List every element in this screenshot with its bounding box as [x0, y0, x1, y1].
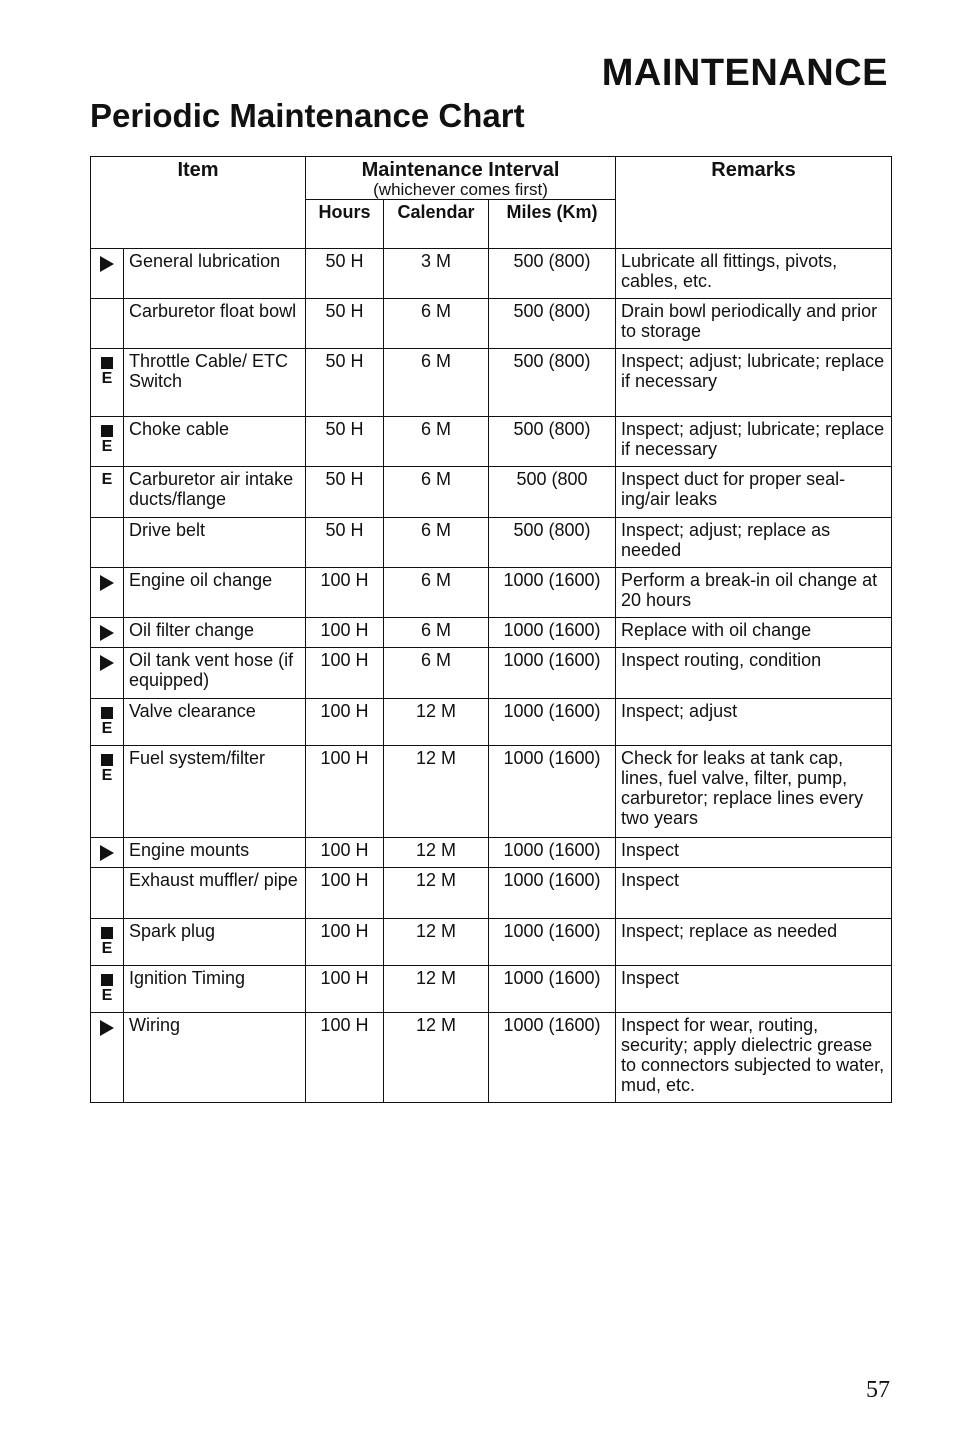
row-item: Carburetor air intake ducts/flange — [124, 467, 306, 518]
row-item: Fuel system/filter — [124, 746, 306, 838]
row-calendar: 3 M — [384, 249, 489, 299]
row-calendar: 6 M — [384, 618, 489, 648]
square-icon — [101, 927, 113, 939]
row-miles: 1000 (1600) — [489, 838, 616, 868]
header-miles: Miles (Km) — [489, 200, 616, 249]
row-remarks: Inspect duct for proper seal-ing/air leaks — [616, 467, 892, 518]
row-marker-cell — [91, 249, 124, 299]
row-marker-cell — [91, 518, 124, 568]
row-miles: 1000 (1600) — [489, 746, 616, 838]
square-icon — [101, 974, 113, 986]
row-hours: 100 H — [306, 648, 384, 699]
row-remarks: Inspect; adjust; lubricate; replace if necessary — [616, 417, 892, 467]
table-row — [91, 299, 892, 349]
row-miles: 500 (800) — [489, 349, 616, 417]
header-calendar: Calendar — [384, 200, 489, 249]
row-calendar: 6 M — [384, 349, 489, 417]
row-remarks: Inspect for wear, routing, security; apply dielectric grease to connectors subjected to water, mud, etc. — [616, 1013, 892, 1103]
row-item: Ignition Timing — [124, 966, 306, 1013]
emissions-marker: E — [101, 720, 113, 737]
emissions-marker: E — [101, 767, 113, 784]
triangle-icon — [100, 655, 114, 671]
row-miles: 1000 (1600) — [489, 1013, 616, 1103]
row-remarks: Perform a break-in oil change at 20 hours — [616, 568, 892, 618]
table-row — [91, 568, 892, 618]
emissions-marker: E — [101, 438, 113, 455]
row-remarks: Inspect; replace as needed — [616, 919, 892, 966]
row-remarks: Lubricate all fittings, pivots, cables, etc. — [616, 249, 892, 299]
row-calendar: 6 M — [384, 299, 489, 349]
emissions-marker: E — [101, 987, 113, 1004]
row-miles: 1000 (1600) — [489, 919, 616, 966]
square-icon — [101, 754, 113, 766]
row-marker-cell — [91, 299, 124, 349]
table-body — [91, 249, 892, 1103]
row-miles: 1000 (1600) — [489, 699, 616, 746]
row-hours: 100 H — [306, 568, 384, 618]
header-maintenance-interval: Maintenance Interval (whichever comes first) — [306, 157, 616, 200]
row-remarks: Inspect — [616, 838, 892, 868]
row-hours: 100 H — [306, 919, 384, 966]
row-remarks: Inspect; adjust; lubricate; replace if necessary — [616, 349, 892, 417]
row-marker-cell — [91, 417, 124, 467]
emissions-marker: E — [101, 471, 113, 488]
row-item: Oil filter change — [124, 618, 306, 648]
row-item: Valve clearance — [124, 699, 306, 746]
row-remarks: Check for leaks at tank cap, lines, fuel valve, filter, pump, carburetor; replace lines every two years — [616, 746, 892, 838]
row-hours: 100 H — [306, 1013, 384, 1103]
row-miles: 500 (800) — [489, 417, 616, 467]
row-item: Spark plug — [124, 919, 306, 966]
row-marker-cell — [91, 648, 124, 699]
row-marker-cell — [91, 1013, 124, 1103]
row-calendar: 12 M — [384, 868, 489, 919]
row-hours: 100 H — [306, 699, 384, 746]
table-row — [91, 919, 892, 966]
table-row — [91, 699, 892, 746]
row-miles: 1000 (1600) — [489, 966, 616, 1013]
row-miles: 1000 (1600) — [489, 868, 616, 919]
triangle-icon — [100, 625, 114, 641]
row-hours: 100 H — [306, 838, 384, 868]
row-marker-cell — [91, 618, 124, 648]
table-row — [91, 349, 892, 417]
row-miles: 500 (800) — [489, 249, 616, 299]
row-hours: 100 H — [306, 966, 384, 1013]
square-icon — [101, 357, 113, 369]
row-calendar: 12 M — [384, 1013, 489, 1103]
page-title: Periodic Maintenance Chart — [90, 97, 525, 134]
page-number: 57 — [866, 1377, 890, 1403]
row-calendar: 6 M — [384, 467, 489, 518]
table-row — [91, 249, 892, 299]
table-header-row — [91, 157, 892, 200]
row-miles: 500 (800) — [489, 518, 616, 568]
row-remarks: Inspect — [616, 966, 892, 1013]
row-hours: 50 H — [306, 417, 384, 467]
row-item: Wiring — [124, 1013, 306, 1103]
row-calendar: 12 M — [384, 919, 489, 966]
row-hours: 50 H — [306, 518, 384, 568]
row-hours: 50 H — [306, 349, 384, 417]
row-calendar: 6 M — [384, 518, 489, 568]
table-row — [91, 467, 892, 518]
row-marker-cell — [91, 966, 124, 1013]
triangle-icon — [100, 256, 114, 272]
row-item: Throttle Cable/ ETC Switch — [124, 349, 306, 417]
row-marker-cell — [91, 868, 124, 919]
emissions-marker: E — [101, 940, 113, 957]
row-item: Drive belt — [124, 518, 306, 568]
row-calendar: 12 M — [384, 699, 489, 746]
row-item: Exhaust muffler/ pipe — [124, 868, 306, 919]
row-item: Oil tank vent hose (if equipped) — [124, 648, 306, 699]
row-marker-cell — [91, 349, 124, 417]
row-hours: 100 H — [306, 618, 384, 648]
square-icon — [101, 425, 113, 437]
row-remarks: Inspect — [616, 868, 892, 919]
row-calendar: 12 M — [384, 966, 489, 1013]
maintenance-chart-table — [90, 156, 892, 1103]
triangle-icon — [100, 845, 114, 861]
row-item: Carburetor float bowl — [124, 299, 306, 349]
row-miles: 1000 (1600) — [489, 568, 616, 618]
emissions-marker: E — [101, 370, 113, 387]
row-remarks: Inspect routing, condition — [616, 648, 892, 699]
square-icon — [101, 707, 113, 719]
row-calendar: 12 M — [384, 746, 489, 838]
section-title: MAINTENANCE — [601, 52, 888, 94]
table-row — [91, 518, 892, 568]
triangle-icon — [100, 1020, 114, 1036]
row-miles: 1000 (1600) — [489, 618, 616, 648]
table-row — [91, 417, 892, 467]
table-row — [91, 1013, 892, 1103]
row-hours: 50 H — [306, 467, 384, 518]
table-row — [91, 868, 892, 919]
table-row — [91, 966, 892, 1013]
row-hours: 100 H — [306, 868, 384, 919]
header-item: Item — [91, 157, 306, 249]
row-miles: 500 (800) — [489, 299, 616, 349]
header-interval-note: (whichever comes first) — [373, 180, 548, 199]
row-calendar: 12 M — [384, 838, 489, 868]
row-marker-cell — [91, 568, 124, 618]
row-remarks: Inspect; adjust — [616, 699, 892, 746]
row-calendar: 6 M — [384, 648, 489, 699]
table-row — [91, 618, 892, 648]
row-hours: 100 H — [306, 746, 384, 838]
row-remarks: Drain bowl periodically and prior to storage — [616, 299, 892, 349]
header-remarks: Remarks — [616, 157, 892, 249]
row-miles: 1000 (1600) — [489, 648, 616, 699]
row-marker-cell — [91, 699, 124, 746]
row-marker-cell — [91, 838, 124, 868]
row-miles: 500 (800 — [489, 467, 616, 518]
row-calendar: 6 M — [384, 568, 489, 618]
row-marker-cell — [91, 467, 124, 518]
row-item: Engine oil change — [124, 568, 306, 618]
row-item: Engine mounts — [124, 838, 306, 868]
table-row — [91, 648, 892, 699]
row-remarks: Inspect; adjust; replace as needed — [616, 518, 892, 568]
row-calendar: 6 M — [384, 417, 489, 467]
row-marker-cell — [91, 746, 124, 838]
table-row — [91, 838, 892, 868]
table-row — [91, 746, 892, 838]
row-item: Choke cable — [124, 417, 306, 467]
header-hours: Hours — [306, 200, 384, 249]
row-remarks: Replace with oil change — [616, 618, 892, 648]
triangle-icon — [100, 575, 114, 591]
row-hours: 50 H — [306, 249, 384, 299]
row-marker-cell — [91, 919, 124, 966]
row-item: General lubrication — [124, 249, 306, 299]
row-hours: 50 H — [306, 299, 384, 349]
